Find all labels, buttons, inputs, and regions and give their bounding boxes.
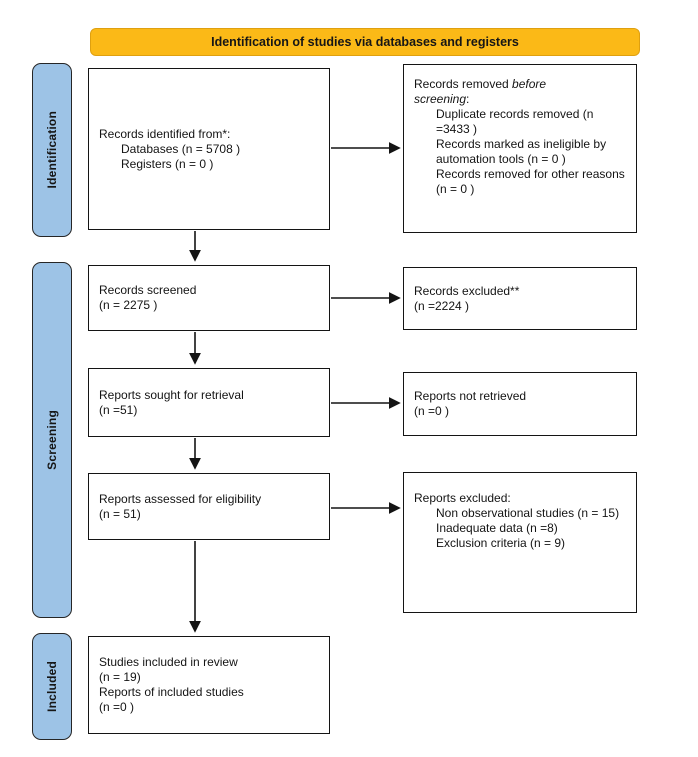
stage-bar-identification (32, 63, 72, 237)
studies-included-line2: (n = 19) (99, 670, 141, 684)
studies-included-line3: Reports of included studies (99, 685, 244, 699)
records-removed-title-suffix: : (466, 92, 470, 106)
reports-not-retrieved-line2: (n =0 ) (414, 404, 450, 418)
reports-sought-line2: (n =51) (99, 402, 138, 417)
records-removed-title-italic1: before (512, 77, 547, 91)
box-reports-not-retrieved (403, 372, 637, 436)
stage-bar-included (32, 633, 72, 740)
reports-assessed-line1: Reports assessed for eligibility (99, 491, 262, 506)
reports-excluded-non-observational: Non observational studies (n = 15) (436, 506, 620, 520)
reports-assessed-line2: (n = 51) (99, 506, 141, 521)
header-banner (90, 28, 640, 56)
studies-included-line4: (n =0 ) (99, 700, 135, 714)
records-removed-duplicates: Duplicate records removed (n =3433 ) (436, 107, 594, 136)
header-title: Identification of studies via databases and registers (211, 35, 519, 49)
records-removed-automation: Records marked as ineligible by automation tools (n = 0 ) (436, 137, 607, 166)
records-excluded-line1: Records excluded** (414, 283, 520, 298)
records-removed-other: Records removed for other reasons (n = 0 ) (436, 167, 625, 196)
records-identified-registers: Registers (n = 0 ) (121, 156, 214, 171)
studies-included-line1: Studies included in review (99, 655, 238, 669)
box-reports-sought (88, 368, 330, 437)
box-records-identified (88, 68, 330, 230)
stage-bar-screening (32, 262, 72, 618)
records-removed-title (414, 77, 628, 107)
box-records-excluded (403, 267, 637, 330)
reports-excluded-inadequate-data: Inadequate data (n =8) (436, 521, 558, 535)
records-identified-databases: Databases (n = 5708 ) (121, 141, 241, 156)
records-identified-title: Records identified from*: (99, 126, 231, 141)
box-studies-included (88, 636, 330, 734)
stage-label-identification: Identification (45, 111, 59, 189)
records-removed-title-prefix: Records removed (414, 77, 513, 91)
box-reports-excluded (403, 472, 637, 613)
box-reports-assessed (88, 473, 330, 540)
records-removed-title-italic2: screening (414, 92, 467, 106)
box-records-removed (403, 64, 637, 233)
reports-sought-line1: Reports sought for retrieval (99, 387, 244, 402)
reports-excluded-title: Reports excluded: (414, 491, 511, 505)
records-screened-line2: (n = 2275 ) (99, 298, 158, 312)
box-records-screened (88, 265, 330, 331)
records-screened-line1: Records screened (99, 283, 197, 297)
stage-label-included: Included (45, 661, 59, 712)
stage-label-screening: Screening (45, 410, 59, 470)
reports-not-retrieved-line1: Reports not retrieved (414, 389, 527, 403)
records-excluded-line2: (n =2224 ) (414, 298, 470, 313)
reports-excluded-exclusion-criteria: Exclusion criteria (n = 9) (436, 536, 566, 550)
